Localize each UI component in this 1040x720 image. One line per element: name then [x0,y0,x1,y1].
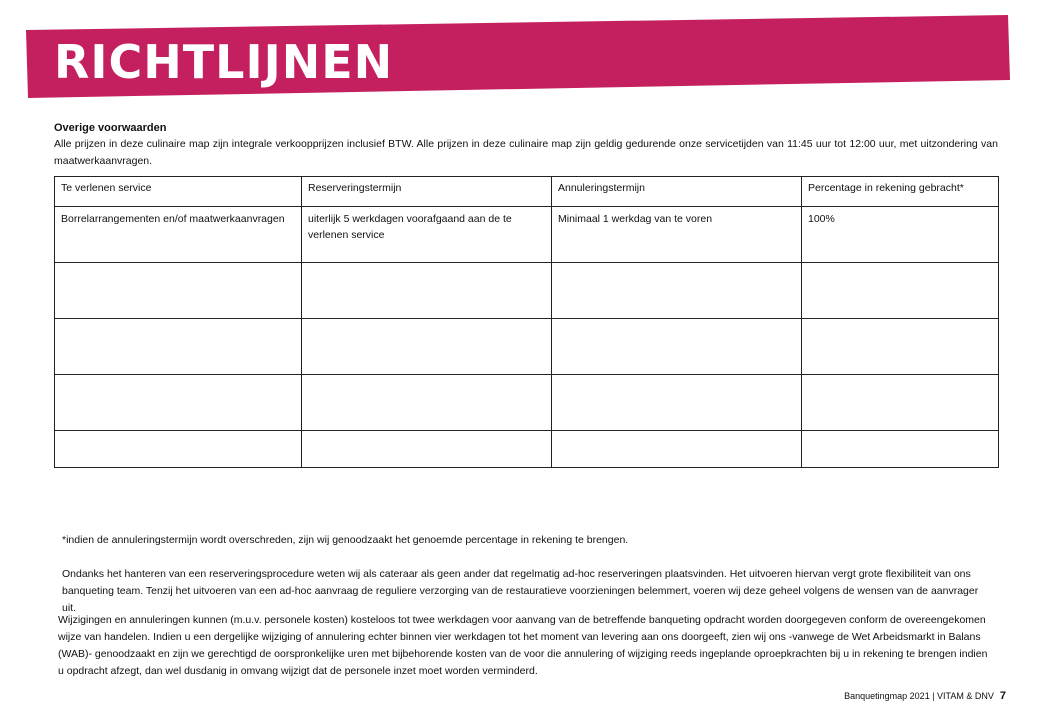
table-cell [802,319,999,375]
column-header: Annuleringstermijn [552,177,802,207]
page-number: 7 [999,690,1006,702]
table-row [55,319,999,375]
table-cell [55,431,302,468]
footer-text: Banquetingmap 2021 | VITAM & DNV [844,691,994,701]
page-footer [844,690,1006,702]
table-cell [302,263,552,319]
table-cell: uiterlijk 5 werkdagen voorafgaand aan de te verlenen service [302,207,552,263]
table-cell: 100% [802,207,999,263]
table-cell [302,319,552,375]
table-row [55,263,999,319]
table-cell [302,431,552,468]
table-row [55,207,999,263]
column-header: Te verlenen service [55,177,302,207]
table-cell [802,375,999,431]
table-cell [802,263,999,319]
table-cell [552,319,802,375]
table-header-row [55,177,999,207]
table-cell [55,375,302,431]
footnote: *indien de annuleringstermijn wordt overschreden, zijn wij genoodzaakt het genoemde percentage in rekening te brengen. [62,534,629,546]
adhoc-paragraph: Ondanks het hanteren van een reserveringsprocedure weten wij als cateraar als geen ander dat regelmatig ad-hoc reserveringen plaatsvinden. Het uitvoeren hiervan vergt grote flexibiliteit van ons banqueting team. Tenzij het uitvoeren van een ad-hoc aanvraag de reguliere verzorging van de restauratieve voorzieningen belemmert, voeren wij deze geheel volgens de wensen van de aanvrager uit. [62,568,979,614]
column-header: Percentage in rekening gebracht* [802,177,999,207]
table-cell [802,431,999,468]
table-row [55,431,999,468]
table-cell [552,263,802,319]
section-heading: Overige voorwaarden [54,122,167,134]
table-cell [55,319,302,375]
table-row [55,375,999,431]
table-cell [302,375,552,431]
intro-paragraph: Alle prijzen in deze culinaire map zijn integrale verkoopprijzen inclusief BTW. Alle prijzen in deze culinaire map zijn geldig gedurende onze servicetijden van 11:45 uur tot 12:00 uur, met uitzondering van maatwerkaanvragen. [54,138,998,167]
table-cell [552,375,802,431]
header-banner [0,0,1040,110]
table-cell: Borrelarrangementen en/of maatwerkaanvragen [55,207,302,263]
table-cell [552,431,802,468]
table-cell [55,263,302,319]
service-table [54,176,999,468]
page-title: RICHTLIJNEN [54,35,394,89]
cancellation-paragraph: Wijzigingen en annuleringen kunnen (m.u.v. personele kosten) kosteloos tot twee werkdagen voor aanvang van de betreffende banqueting opdracht worden doorgegeven conform de overeengekomen wijze van handelen. Indien u een dergelijke wijziging of annulering echter binnen vier werkdagen tot het moment van levering aan ons doorgeeft, zien wij ons -vanwege de Wet Arbeidsmarkt in Balans (WAB)- genoodzaakt en zijn we gerechtigd de oorspronkelijke uren met bijbehorende kosten van de voor die annulering of wijziging reeds ingeplande oproepkrachten bij u in rekening te brengen indien u opdracht afzegt, dan wel dusdanig in omvang wijzigt dat de personele inzet moet worden verminderd. [58,614,988,677]
table-cell: Minimaal 1 werkdag van te voren [552,207,802,263]
column-header: Reserveringstermijn [302,177,552,207]
